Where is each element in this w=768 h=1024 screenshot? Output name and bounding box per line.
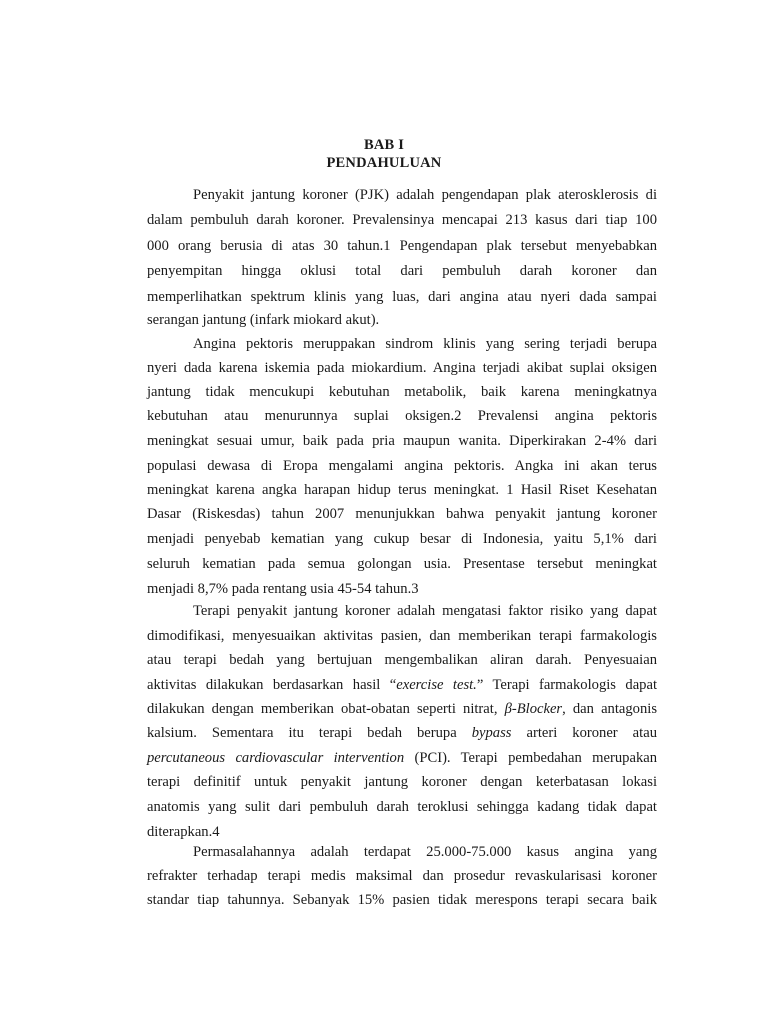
text-line [147, 359, 657, 377]
text-segment: 000 orang berusia di atas 30 tahun.1 Pengendapan plak tersebut menyebabkan [147, 238, 657, 254]
text-segment: aktivitas dilakukan berdasarkan hasil “ [147, 677, 397, 693]
text-line [147, 432, 657, 450]
text-line [147, 505, 657, 523]
text-line [147, 407, 657, 425]
text-segment: , dan antagonis [562, 701, 658, 717]
text-line [147, 481, 657, 499]
italic-term: percutaneous cardiovascular intervention [147, 750, 405, 766]
text-line [147, 311, 657, 329]
text-segment: dilakukan dengan memberikan obat-obatan seperti nitrat, [147, 701, 505, 717]
text-line [147, 798, 657, 816]
text-segment: terapi definitif untuk penyakit jantung koroner dengan keterbatasan lokasi [147, 774, 657, 790]
text-line [147, 724, 657, 742]
text-segment: kebutuhan atau menurunnya suplai oksigen.2 Prevalensi angina pektoris [147, 408, 657, 424]
text-segment: arteri koroner atau [511, 725, 657, 741]
text-segment: menjadi 8,7% pada rentang usia 45-54 tahun.3 [147, 581, 419, 597]
text-line [147, 891, 657, 909]
text-segment: jantung tidak mencukupi kebutuhan metabolik, baik karena meningkatnya [147, 384, 657, 400]
text-line [147, 867, 657, 885]
text-segment: Angina pektoris meruppakan sindrom klinis yang sering terjadi berupa [193, 336, 657, 352]
text-line [147, 211, 657, 229]
text-segment: nyeri dada karena iskemia pada miokardium. Angina terjadi akibat suplai oksigen [147, 360, 657, 376]
italic-term: exercise test. [396, 677, 477, 693]
text-segment: anatomis yang sulit dari pembuluh darah teroklusi sehingga kadang tidak dapat [147, 799, 657, 815]
text-segment: penyempitan hingga oklusi total dari pembuluh darah koroner dan [147, 263, 657, 279]
text-segment: (PCI). Terapi pembedahan merupakan [404, 750, 658, 766]
text-line [147, 530, 657, 548]
text-line [193, 843, 657, 861]
text-segment: kalsium. Sementara itu terapi bedah berupa [147, 725, 472, 741]
text-line [147, 676, 657, 694]
text-segment: diterapkan.4 [147, 824, 220, 840]
text-segment: atau terapi bedah yang bertujuan mengembalikan aliran darah. Penyesuaian [147, 652, 657, 668]
text-segment: meningkat karena angka harapan hidup terus meningkat. 1 Hasil Riset Kesehatan [147, 482, 657, 498]
text-line [193, 602, 657, 620]
text-line [147, 580, 657, 598]
italic-term: bypass [471, 725, 512, 741]
chapter-label: BAB I [363, 137, 405, 153]
text-line [147, 457, 657, 475]
text-line [147, 555, 657, 573]
text-segment: dalam pembuluh darah koroner. Prevalensinya mencapai 213 kasus dari tiap 100 [147, 212, 657, 228]
text-line [147, 823, 657, 841]
chapter-title: PENDAHULUAN [326, 155, 442, 171]
text-segment: dimodifikasi, menyesuaikan aktivitas pasien, dan memberikan terapi farmakologis [147, 628, 657, 644]
text-line [147, 651, 657, 669]
text-line [147, 627, 657, 645]
text-segment: standar tiap tahunnya. Sebanyak 15% pasien tidak merespons terapi secara baik [147, 892, 657, 908]
text-line [147, 237, 657, 255]
text-line [147, 288, 657, 306]
text-segment: seluruh kematian pada semua golongan usia. Presentase tersebut meningkat [147, 556, 657, 572]
text-line [147, 383, 657, 401]
text-line [193, 335, 657, 353]
text-line [147, 773, 657, 791]
text-segment: Dasar (Riskesdas) tahun 2007 menunjukkan bahwa penyakit jantung koroner [147, 506, 657, 522]
italic-term: β-Blocker [504, 701, 563, 717]
text-segment: ” Terapi farmakologis dapat [476, 677, 658, 693]
text-segment: refrakter terhadap terapi medis maksimal dan prosedur revaskularisasi koroner [147, 868, 657, 884]
text-segment: serangan jantung (infark miokard akut). [147, 312, 380, 328]
text-segment: menjadi penyebab kematian yang cukup besar di Indonesia, yaitu 5,1% dari [147, 531, 657, 547]
text-segment: meningkat sesuai umur, baik pada pria maupun wanita. Diperkirakan 2-4% dari [147, 433, 657, 449]
text-segment: Penyakit jantung koroner (PJK) adalah pengendapan plak aterosklerosis di [193, 187, 657, 203]
text-line [193, 186, 657, 204]
text-segment: Terapi penyakit jantung koroner adalah mengatasi faktor risiko yang dapat [193, 603, 657, 619]
text-segment: Permasalahannya adalah terdapat 25.000-75.000 kasus angina yang [193, 844, 657, 860]
text-line [147, 749, 657, 767]
text-line [147, 262, 657, 280]
text-segment: populasi dewasa di Eropa mengalami angina pektoris. Angka ini akan terus [147, 458, 657, 474]
text-line [147, 700, 657, 718]
text-segment: memperlihatkan spektrum klinis yang luas, dari angina atau nyeri dada sampai [147, 289, 657, 305]
